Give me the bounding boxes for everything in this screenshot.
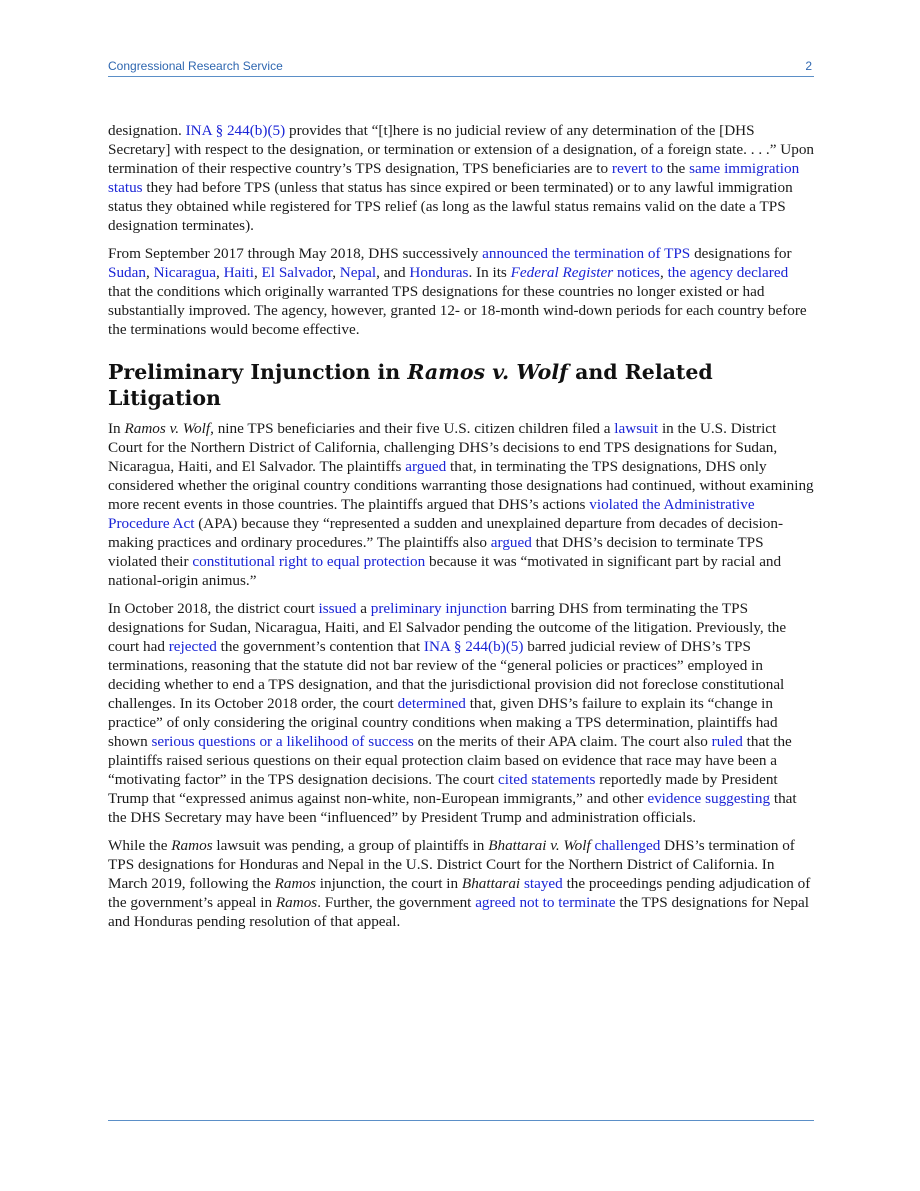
link-sudan[interactable]: Sudan	[108, 264, 146, 281]
text: , nine TPS beneficiaries and their five U.S. citizen children filed a	[210, 420, 615, 437]
link-violated-apa[interactable]: violated the Administrative Procedure Act	[108, 496, 755, 532]
text: barred judicial review of DHS’s TPS terminations, reasoning that the statute did not bar review of the “general policies or practices” employed in deciding whether to end a TPS designation, and that the jurisdictional provision did not foreclose constitutional challenges. In its October 2018 order, the court	[108, 638, 785, 712]
case-name: Ramos	[275, 894, 318, 911]
text: on the merits of their APA claim. The court also	[413, 733, 712, 750]
link-el-salvador[interactable]: El Salvador	[261, 264, 333, 281]
paragraph-terminations	[108, 244, 814, 339]
text: the TPS designations for Nepal and Honduras pending resolution of that appeal.	[108, 894, 809, 930]
link-argued-equal-protection[interactable]: argued	[490, 534, 532, 551]
link-challenged[interactable]: challenged	[594, 837, 661, 854]
heading-text: and Related Litigation	[108, 360, 713, 410]
text: (APA) because they “represented a sudden and unexplained departure from decades of decision-making practices and ordinary procedures.” The plaintiffs also	[108, 515, 784, 551]
text: reportedly made by President Trump that “expressed animus against non-white, non-European immigrants,” and other	[108, 771, 778, 807]
link-honduras[interactable]: Honduras	[409, 264, 469, 281]
text: injunction, the court in	[315, 875, 462, 892]
link-ina-244b5[interactable]: INA § 244(b)(5)	[185, 122, 286, 139]
page-number: 2	[805, 59, 812, 73]
link-rejected[interactable]: rejected	[168, 638, 217, 655]
text: that the DHS Secretary may have been “influenced” by President Trump and administration officials.	[108, 790, 797, 826]
link-ina-244b5-review[interactable]: INA § 244(b)(5)	[423, 638, 524, 655]
text: the	[662, 160, 690, 177]
link-serious-questions[interactable]: serious questions or a likelihood of success	[151, 733, 414, 750]
text: provides that “[t]here is no judicial review of any determination of the [DHS Secretary] with respect to the designation, or termination or extension of a designation, of a foreign state. . . .” Upon termination of their respective country’s TPS designation, TPS beneficiaries are to	[108, 122, 815, 177]
text: they had before TPS (unless that status has since expired or been terminated) or to any lawful immigration status they obtained while registered for TPS relief (as long as the lawful status remains valid on the date a TPS designation terminates).	[108, 179, 793, 234]
text: that, in terminating the TPS designations, DHS only considered whether the original country conditions warranting those designations had continued, without examining more recent events in those countries. The plaintiffs argued that DHS’s actions	[108, 458, 814, 513]
link-nepal[interactable]: Nepal	[339, 264, 377, 281]
text: ,	[659, 264, 668, 281]
link-agreed-not-to-terminate[interactable]: agreed not to terminate	[475, 894, 616, 911]
link-nicaragua[interactable]: Nicaragua	[153, 264, 216, 281]
paragraph-ramos-lawsuit	[108, 419, 814, 590]
text: that, given DHS’s failure to explain its “change in practice” of only considering the original country conditions when making a TPS determination, plaintiffs had shown	[108, 695, 778, 750]
case-name: Ramos	[171, 837, 213, 854]
text: From September 2017 through May 2018, DHS successively	[108, 245, 483, 262]
text: ,	[332, 264, 340, 281]
text: ,	[253, 264, 262, 281]
text: designation.	[108, 122, 186, 139]
link-haiti[interactable]: Haiti	[223, 264, 254, 281]
text: . Further, the government	[317, 894, 476, 911]
text: barring DHS from terminating the TPS designations for Sudan, Nicaragua, Haiti, and El Salvador pending the outcome of the litigation. Previously, the court had	[108, 600, 787, 655]
link-preliminary-injunction[interactable]: preliminary injunction	[370, 600, 508, 617]
text: In October 2018, the district court	[108, 600, 319, 617]
document-body	[108, 121, 814, 940]
text: that DHS’s decision to terminate TPS violated their	[108, 534, 764, 570]
text: that the conditions which originally warranted TPS designations for these countries no longer existed or had substantially improved. The agency, however, granted 12- or 18-month wind-down periods for each country before the terminations would become effective.	[108, 283, 807, 338]
link-notices-text: notices	[613, 264, 660, 281]
text: the government’s contention that	[216, 638, 424, 655]
link-federal-register-italic: Federal Register	[510, 264, 614, 281]
link-constitutional-right[interactable]: constitutional right to equal protection	[192, 553, 426, 570]
link-revert-to[interactable]: revert to	[611, 160, 663, 177]
text: . In its	[468, 264, 511, 281]
paragraph-designation	[108, 121, 814, 235]
link-same-immigration-status[interactable]: same immigration status	[108, 160, 800, 196]
text: in the U.S. District Court for the Northern District of California, challenging DHS’s decisions to end TPS designations for Sudan, Nicaragua, Haiti, and El Salvador. The plaintiffs	[108, 420, 778, 475]
text: DHS’s termination of TPS designations for Honduras and Nepal in the U.S. District Court for the Northern District of California. In March 2019, following the	[108, 837, 795, 892]
footer-divider	[108, 1120, 814, 1121]
link-determined[interactable]: determined	[397, 695, 466, 712]
case-name: Ramos	[274, 875, 316, 892]
paragraph-bhattarai	[108, 836, 814, 931]
text: ,	[145, 264, 154, 281]
link-argued[interactable]: argued	[405, 458, 447, 475]
heading-text: Preliminary Injunction in	[108, 360, 408, 384]
link-evidence-suggesting[interactable]: evidence suggesting	[647, 790, 771, 807]
link-announced-termination[interactable]: announced the termination of TPS	[482, 245, 691, 262]
header-org-name: Congressional Research Service	[108, 59, 283, 73]
text: In	[108, 420, 125, 437]
text: ,	[215, 264, 224, 281]
link-ruled[interactable]: ruled	[711, 733, 743, 750]
text: a	[356, 600, 371, 617]
case-name: Bhattarai	[461, 875, 521, 892]
case-name: Ramos v. Wolf	[124, 420, 211, 437]
text: lawsuit was pending, a group of plaintiffs in	[212, 837, 489, 854]
link-lawsuit[interactable]: lawsuit	[614, 420, 659, 437]
link-issued[interactable]: issued	[318, 600, 357, 617]
text: While the	[108, 837, 172, 854]
paragraph-injunction	[108, 599, 814, 827]
link-cited-statements[interactable]: cited statements	[498, 771, 596, 788]
heading-case-name: Ramos v. Wolf	[407, 360, 568, 384]
text: designations for	[690, 245, 792, 262]
section-heading	[108, 359, 814, 411]
text: that the plaintiffs raised serious questions on their equal protection claim based on evidence that race may have been a “motivating factor” in the TPS designation decisions. The court	[108, 733, 792, 788]
text: because it was “motivated in significant part by racial and national-origin animus.”	[108, 553, 782, 589]
link-federal-register-notices[interactable]	[511, 264, 660, 281]
text: the proceedings pending adjudication of the government’s appeal in	[108, 875, 811, 911]
case-name: Bhattarai v. Wolf	[488, 837, 591, 854]
page-header	[108, 58, 814, 77]
link-stayed[interactable]: stayed	[523, 875, 563, 892]
link-agency-declared[interactable]: the agency declared	[667, 264, 789, 281]
text: , and	[376, 264, 410, 281]
